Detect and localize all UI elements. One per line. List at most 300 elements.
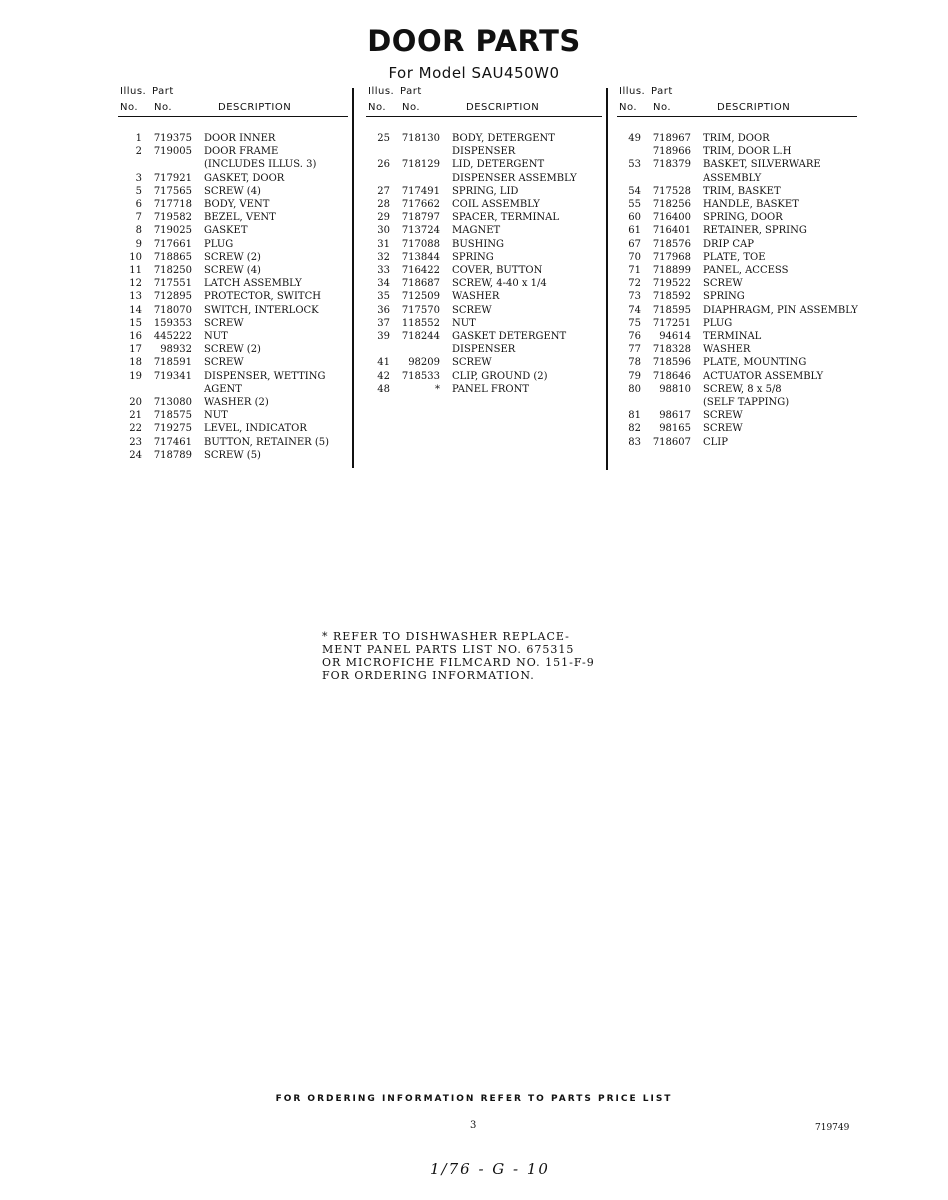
- part-description: PLATE, MOUNTING: [703, 357, 807, 369]
- parts-row: [617, 409, 857, 422]
- parts-row: [366, 370, 602, 383]
- part-description: SCREW (2): [204, 251, 261, 263]
- illus-number: 72: [628, 278, 641, 290]
- header-part-no: No.: [154, 102, 173, 113]
- part-description: COIL ASSEMBLY: [452, 199, 540, 211]
- part-description: MAGNET: [452, 225, 501, 237]
- parts-row: [366, 238, 602, 251]
- illus-number: 81: [628, 410, 641, 422]
- parts-row: [118, 436, 348, 449]
- header-part: Part: [152, 86, 174, 97]
- note-line: * REFER TO DISHWASHER REPLACE-: [322, 630, 570, 643]
- part-description: TRIM, DOOR: [703, 133, 770, 144]
- illus-number: 27: [377, 185, 390, 197]
- part-description: PANEL, ACCESS: [703, 265, 789, 277]
- part-description: SCREW (2): [204, 344, 261, 356]
- part-number: 159353: [153, 317, 192, 329]
- parts-row: [118, 238, 348, 251]
- parts-row: [617, 158, 857, 171]
- header-illus: Illus.: [120, 86, 147, 97]
- part-description: GASKET, DOOR: [204, 172, 285, 184]
- header-description: DESCRIPTION: [218, 102, 292, 113]
- part-number: 718596: [652, 357, 691, 369]
- illus-number: 39: [377, 331, 390, 343]
- illus-number: 48: [377, 383, 390, 395]
- column-header: [617, 86, 857, 116]
- part-description: WASHER (2): [204, 397, 269, 409]
- part-number: 98810: [659, 383, 691, 395]
- part-description: SCREW (4): [204, 265, 261, 277]
- illus-number: 23: [129, 436, 142, 448]
- column-header: [118, 86, 348, 116]
- part-number: 718244: [401, 331, 440, 343]
- part-number: 717491: [401, 185, 440, 197]
- parts-row: [617, 211, 857, 224]
- part-description: SPRING, LID: [452, 185, 519, 197]
- part-number: 718575: [153, 410, 192, 422]
- part-number: [641, 396, 691, 409]
- part-description: SCREW (4): [204, 185, 261, 197]
- header-illus-no: No.: [368, 102, 387, 113]
- part-number: 718576: [652, 238, 691, 250]
- illus-number: 34: [377, 278, 390, 290]
- parts-row: [617, 238, 857, 251]
- parts-row: [118, 172, 348, 185]
- illus-number: 18: [129, 357, 142, 369]
- part-number: 717570: [401, 304, 440, 316]
- part-number: 716422: [401, 265, 440, 277]
- parts-row: [366, 264, 602, 277]
- part-number: 719275: [153, 423, 192, 435]
- part-number: 717088: [401, 238, 440, 250]
- part-number: 718591: [153, 357, 192, 369]
- parts-rows: [366, 132, 602, 396]
- note-line: FOR ORDERING INFORMATION.: [322, 669, 535, 682]
- part-description: BUTTON, RETAINER (5): [204, 436, 330, 448]
- part-description: CLIP: [703, 436, 728, 448]
- parts-row: [118, 409, 348, 422]
- part-number: *: [435, 383, 440, 395]
- part-description: BEZEL, VENT: [204, 212, 276, 224]
- parts-row: [366, 198, 602, 211]
- part-number: 719005: [153, 146, 192, 158]
- part-description: ACTUATOR ASSEMBLY: [703, 370, 824, 382]
- part-number: 717968: [652, 251, 691, 263]
- ordering-footer: FOR ORDERING INFORMATION REFER TO PARTS PRICE LIST: [275, 1094, 673, 1104]
- part-number: [390, 172, 440, 185]
- part-number: 719025: [153, 225, 192, 237]
- illus-number: 13: [129, 291, 142, 303]
- illus-number: 20: [129, 397, 142, 409]
- handwritten-annotation: 1/76 - G - 10: [430, 1160, 550, 1178]
- parts-row: [617, 436, 857, 449]
- part-description: BODY, DETERGENT: [452, 133, 555, 144]
- note-line: OR MICROFICHE FILMCARD NO. 151-F-9: [322, 656, 595, 669]
- parts-column-2: [366, 86, 602, 396]
- parts-row: [366, 145, 602, 158]
- illus-number: 17: [129, 344, 142, 356]
- parts-row: [366, 172, 602, 185]
- illus-number: 31: [377, 238, 390, 250]
- parts-row: [617, 383, 857, 396]
- illus-number: 29: [377, 212, 390, 224]
- part-description: SCREW: [703, 423, 743, 435]
- parts-row: [118, 224, 348, 237]
- illus-number: 71: [628, 265, 641, 277]
- parts-row: [366, 290, 602, 303]
- parts-row: [617, 224, 857, 237]
- illus-number: 41: [377, 357, 390, 369]
- part-description: GASKET DETERGENT: [452, 331, 567, 343]
- parts-row: [366, 383, 602, 396]
- illus-number: 22: [129, 423, 142, 435]
- illus-number: 33: [377, 265, 390, 277]
- part-description: COVER, BUTTON: [452, 265, 543, 277]
- part-description: PROTECTOR, SWITCH: [204, 291, 321, 303]
- parts-row: [617, 356, 857, 369]
- part-number: 717565: [153, 185, 192, 197]
- parts-row: [617, 264, 857, 277]
- part-number: 717251: [652, 317, 691, 329]
- part-description: CLIP, GROUND (2): [452, 370, 548, 382]
- parts-row: [118, 396, 348, 409]
- part-number: 718687: [401, 278, 440, 290]
- part-description: NUT: [452, 317, 476, 329]
- parts-row: [617, 290, 857, 303]
- parts-row: [118, 185, 348, 198]
- header-description: DESCRIPTION: [717, 102, 791, 113]
- part-number: 717528: [652, 185, 691, 197]
- part-number: 713844: [401, 251, 440, 263]
- part-number: 719522: [652, 278, 691, 290]
- parts-row: [118, 343, 348, 356]
- part-description: LEVEL, INDICATOR: [204, 423, 307, 435]
- part-number: 717662: [401, 199, 440, 211]
- parts-row: [118, 304, 348, 317]
- header-part-no: No.: [653, 102, 672, 113]
- part-description: SCREW: [204, 357, 244, 369]
- part-description: WASHER: [703, 344, 751, 356]
- part-description: DIAPHRAGM, PIN ASSEMBLY: [703, 304, 858, 316]
- part-description: DISPENSER: [452, 146, 516, 158]
- part-description: SCREW: [452, 304, 492, 316]
- illus-number: 10: [129, 251, 142, 263]
- parts-row: [617, 185, 857, 198]
- header-illus-no: No.: [120, 102, 139, 113]
- part-number: 718595: [652, 304, 691, 316]
- illus-number: [366, 343, 390, 356]
- parts-row: [366, 211, 602, 224]
- illus-number: 49: [628, 133, 641, 144]
- part-description: SPRING: [452, 251, 494, 263]
- part-description: SPRING, DOOR: [703, 212, 783, 224]
- illus-number: 42: [377, 370, 390, 382]
- illus-number: 82: [628, 423, 641, 435]
- part-number: 98209: [408, 357, 440, 369]
- page-number: 3: [470, 1120, 477, 1131]
- parts-rows: [118, 132, 348, 462]
- part-number: 718592: [652, 291, 691, 303]
- parts-row: [366, 330, 602, 343]
- illus-number: 74: [628, 304, 641, 316]
- part-number: 718607: [652, 436, 691, 448]
- parts-row: [617, 251, 857, 264]
- parts-row: [617, 343, 857, 356]
- illus-number: 36: [377, 304, 390, 316]
- illus-number: [617, 145, 641, 158]
- page-title: DOOR PARTS: [367, 24, 581, 58]
- illus-number: 70: [628, 251, 641, 263]
- parts-row: [118, 330, 348, 343]
- part-number: 717718: [153, 199, 192, 211]
- part-description: HANDLE, BASKET: [703, 199, 799, 211]
- parts-row: [366, 251, 602, 264]
- header-illus: Illus.: [619, 86, 646, 97]
- part-number: 719341: [153, 370, 192, 382]
- parts-row: [366, 185, 602, 198]
- illus-number: 55: [628, 199, 641, 211]
- illus-number: [617, 172, 641, 185]
- illus-number: 54: [628, 185, 641, 197]
- part-number: 713724: [401, 225, 440, 237]
- part-number: [641, 172, 691, 185]
- part-number: 98617: [659, 410, 691, 422]
- illus-number: 9: [135, 238, 142, 250]
- part-number: 712895: [153, 291, 192, 303]
- column-header: [366, 86, 602, 116]
- part-number: 718789: [153, 449, 192, 461]
- part-number: 718797: [401, 212, 440, 224]
- illus-number: 26: [377, 159, 390, 171]
- illus-number: 53: [628, 159, 641, 171]
- illus-number: 6: [135, 199, 142, 211]
- illus-number: 7: [135, 212, 142, 224]
- header-part-no: No.: [402, 102, 421, 113]
- part-number: 719375: [153, 133, 192, 144]
- illus-number: 5: [135, 185, 142, 197]
- part-number: 718646: [652, 370, 691, 382]
- part-description: BASKET, SILVERWARE: [703, 159, 821, 171]
- illus-number: [366, 172, 390, 185]
- parts-row: [118, 264, 348, 277]
- part-description: PANEL FRONT: [452, 383, 529, 395]
- illus-number: 60: [628, 212, 641, 224]
- part-number: 118552: [401, 317, 440, 329]
- illus-number: 3: [135, 172, 142, 184]
- part-description: SPRING: [703, 291, 745, 303]
- part-number: 718256: [652, 199, 691, 211]
- part-description: BUSHING: [452, 238, 505, 250]
- part-number: 718967: [652, 133, 691, 144]
- header-illus-no: No.: [619, 102, 638, 113]
- part-description: DISPENSER: [452, 344, 516, 356]
- part-description: TERMINAL: [703, 331, 762, 343]
- illus-number: 16: [129, 331, 142, 343]
- header-rule: [118, 116, 348, 117]
- part-number: [142, 383, 192, 396]
- parts-row: [118, 383, 348, 396]
- parts-column-1: [118, 86, 348, 462]
- part-number: 718328: [652, 344, 691, 356]
- parts-row: [617, 370, 857, 383]
- parts-row: [118, 145, 348, 158]
- illus-number: 19: [129, 370, 142, 382]
- header-illus: Illus.: [368, 86, 395, 97]
- part-description: SCREW: [703, 278, 743, 290]
- illus-number: 76: [628, 331, 641, 343]
- column-divider: [352, 88, 354, 468]
- part-description: SWITCH, INTERLOCK: [204, 304, 319, 316]
- illus-number: 77: [628, 344, 641, 356]
- part-number: [390, 343, 440, 356]
- parts-row: [118, 317, 348, 330]
- illus-number: 83: [628, 436, 641, 448]
- parts-row: [366, 317, 602, 330]
- note-line: MENT PANEL PARTS LIST NO. 675315: [322, 643, 575, 656]
- part-description: (INCLUDES ILLUS. 3): [204, 159, 317, 171]
- parts-row: [118, 158, 348, 171]
- part-number: 718250: [153, 265, 192, 277]
- part-number: 716401: [652, 225, 691, 237]
- part-number: 718129: [401, 159, 440, 171]
- part-number: 718899: [652, 265, 691, 277]
- part-description: SCREW (5): [204, 449, 261, 461]
- part-number: 718533: [401, 370, 440, 382]
- parts-row: [118, 449, 348, 462]
- part-description: LATCH ASSEMBLY: [204, 278, 302, 290]
- illus-number: 15: [129, 317, 142, 329]
- parts-row: [366, 224, 602, 237]
- illus-number: 8: [135, 225, 142, 237]
- part-description: WASHER: [452, 291, 500, 303]
- part-number: 718070: [153, 304, 192, 316]
- parts-row: [617, 145, 857, 158]
- part-description: ASSEMBLY: [703, 172, 762, 184]
- illus-number: 35: [377, 291, 390, 303]
- parts-row: [118, 251, 348, 264]
- document-number: 719749: [815, 1123, 850, 1133]
- illus-number: [617, 396, 641, 409]
- part-description: SCREW: [204, 317, 244, 329]
- replacement-panel-note: [322, 630, 622, 682]
- header-part: Part: [651, 86, 673, 97]
- parts-row: [366, 356, 602, 369]
- part-description: SPACER, TERMINAL: [452, 212, 560, 224]
- part-description: PLUG: [703, 317, 733, 329]
- part-description: TRIM, DOOR L.H: [703, 146, 792, 158]
- part-description: TRIM, BASKET: [703, 185, 781, 197]
- part-description: LID, DETERGENT: [452, 159, 545, 171]
- parts-row: [617, 330, 857, 343]
- header-part: Part: [400, 86, 422, 97]
- part-number: 713080: [153, 397, 192, 409]
- parts-row: [118, 198, 348, 211]
- part-number: 98932: [160, 344, 192, 356]
- part-description: NUT: [204, 331, 228, 343]
- part-description: BODY, VENT: [204, 199, 270, 211]
- part-number: 719582: [153, 212, 192, 224]
- parts-row: [617, 198, 857, 211]
- parts-row: [617, 172, 857, 185]
- parts-row: [617, 396, 857, 409]
- illus-number: 24: [129, 449, 142, 461]
- illus-number: [366, 145, 390, 158]
- parts-row: [617, 422, 857, 435]
- part-description: (SELF TAPPING): [703, 397, 790, 409]
- part-description: DISPENSER ASSEMBLY: [452, 172, 577, 184]
- part-number: [390, 145, 440, 158]
- part-number: 98165: [659, 423, 691, 435]
- illus-number: 80: [628, 383, 641, 395]
- parts-row: [366, 132, 602, 145]
- part-description: SCREW: [452, 357, 492, 369]
- part-description: SCREW, 4-40 x 1/4: [452, 278, 547, 290]
- illus-number: 14: [129, 304, 142, 316]
- illus-number: 28: [377, 199, 390, 211]
- parts-row: [366, 158, 602, 171]
- part-number: 717551: [153, 278, 192, 290]
- part-description: NUT: [204, 410, 228, 422]
- part-description: AGENT: [204, 383, 242, 395]
- illus-number: 30: [377, 225, 390, 237]
- illus-number: 1: [135, 133, 142, 144]
- column-divider: [606, 88, 608, 470]
- part-number: 718130: [401, 133, 440, 144]
- part-description: SCREW: [703, 410, 743, 422]
- part-description: DRIP CAP: [703, 238, 755, 250]
- part-number: 94614: [659, 331, 691, 343]
- part-description: SCREW, 8 x 5/8: [703, 383, 782, 395]
- parts-row: [118, 277, 348, 290]
- header-rule: [617, 116, 857, 117]
- illus-number: 2: [135, 146, 142, 158]
- illus-number: 67: [628, 238, 641, 250]
- part-description: PLATE, TOE: [703, 251, 766, 263]
- illus-number: 32: [377, 251, 390, 263]
- part-number: 716400: [652, 212, 691, 224]
- part-number: 718865: [153, 251, 192, 263]
- illus-number: 78: [628, 357, 641, 369]
- illus-number: 75: [628, 317, 641, 329]
- parts-row: [118, 422, 348, 435]
- header-description: DESCRIPTION: [466, 102, 540, 113]
- illus-number: 25: [377, 133, 390, 144]
- part-description: DOOR INNER: [204, 133, 276, 144]
- parts-row: [617, 304, 857, 317]
- illus-number: 61: [628, 225, 641, 237]
- part-number: 717461: [153, 436, 192, 448]
- part-number: 717661: [153, 238, 192, 250]
- header-rule: [366, 116, 602, 117]
- part-number: 718966: [652, 146, 691, 158]
- part-description: RETAINER, SPRING: [703, 225, 807, 237]
- parts-column-3: [617, 86, 857, 449]
- illus-number: 37: [377, 317, 390, 329]
- parts-row: [118, 370, 348, 383]
- parts-rows: [617, 132, 857, 449]
- illus-number: 73: [628, 291, 641, 303]
- part-description: GASKET: [204, 225, 248, 237]
- part-number: 712509: [401, 291, 440, 303]
- parts-row: [366, 304, 602, 317]
- illus-number: 12: [129, 278, 142, 290]
- part-description: DOOR FRAME: [204, 146, 279, 158]
- parts-row: [366, 277, 602, 290]
- part-number: 445222: [153, 331, 192, 343]
- illus-number: [118, 158, 142, 171]
- parts-row: [617, 317, 857, 330]
- illus-number: 11: [129, 265, 142, 277]
